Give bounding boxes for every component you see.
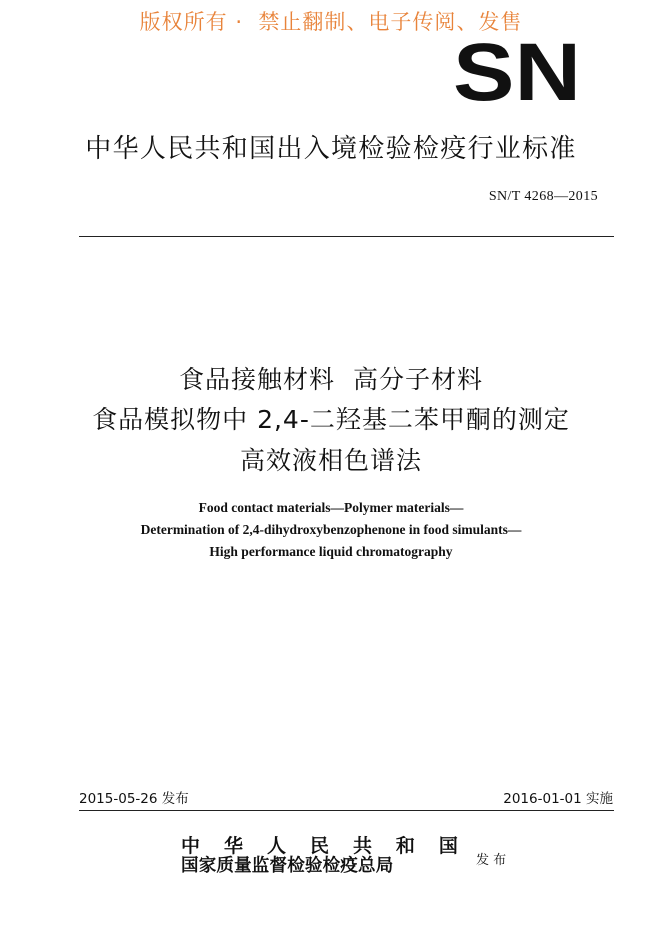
chinese-title-line-2: 食品模拟物中 2,4-二羟基二苯甲酮的测定	[92, 405, 570, 434]
issue-date: 2015-05-26 发布	[79, 791, 189, 807]
english-title-line-3: High performance liquid chromatography	[209, 544, 453, 559]
issuer-country-char: 人	[266, 835, 286, 857]
bottom-divider	[79, 810, 614, 811]
english-title-line-2: Determination of 2,4-dihydroxybenzophenone in food simulants—	[140, 522, 522, 537]
copyright-notice	[0, 6, 662, 36]
standard-body-name: 中华人民共和国出入境检验检疫行业标准	[85, 134, 577, 164]
issuer-country-name	[181, 836, 458, 856]
issuer-country-char: 华	[223, 835, 243, 857]
issuer-verb: 发 布	[476, 853, 507, 868]
issuer-country-char: 民	[309, 835, 329, 857]
english-title-line-1: Food contact materials—Polymer materials—	[198, 500, 464, 515]
standard-number: SN/T 4268—2015	[488, 189, 598, 204]
issuer-block	[181, 836, 521, 880]
effective-date: 2016-01-01 实施	[503, 791, 613, 807]
sn-logo	[452, 40, 582, 106]
issuer-country-char: 中	[181, 835, 201, 857]
copyright-notice-part-1: 版权所有 ·	[139, 10, 251, 34]
sn-logo-text: SN	[453, 40, 581, 106]
top-divider	[79, 236, 614, 237]
chinese-title-line-1: 食品接触材料 高分子材料	[179, 365, 483, 394]
issuer-agency-name: 国家质量监督检验检疫总局	[181, 856, 394, 876]
chinese-title-line-3: 高效液相色谱法	[239, 446, 422, 475]
copyright-notice-part-2: 禁止翻制、电子传阅、发售	[258, 10, 523, 34]
issuer-country-char: 和	[395, 835, 415, 857]
issuer-country-char: 共	[352, 835, 372, 857]
issuer-country-char: 国	[438, 835, 458, 857]
